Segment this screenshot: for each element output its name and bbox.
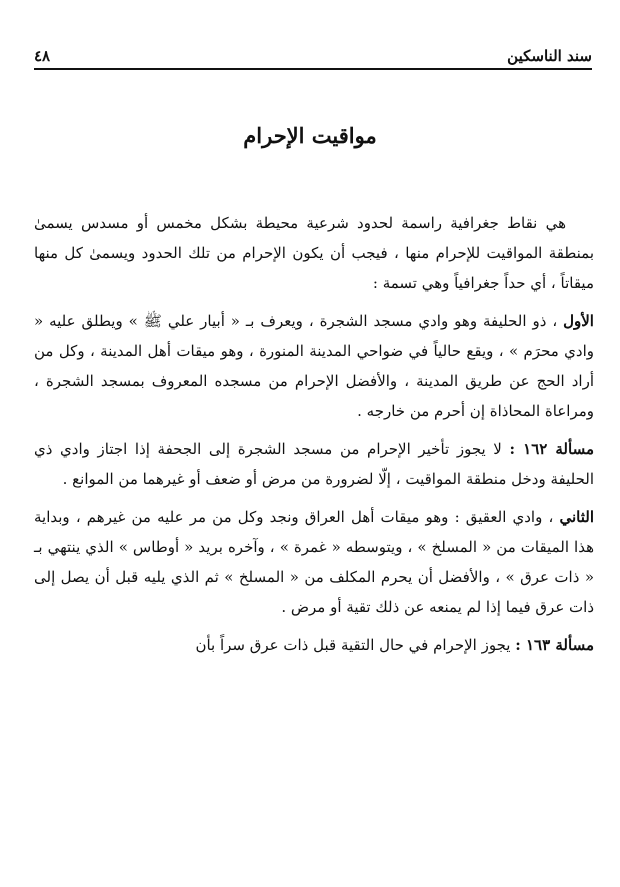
paragraph [34,306,594,426]
paragraph-lead: مسألة ١٦٣ : [515,636,594,654]
paragraph-text: ، وادي العقيق : وهو ميقات أهل العراق ونجد وكل من مر عليه من غيرهم ، وبداية هذا الميقات من « المسلخ » ، ويتوسطه « غمرة » ، وآخره بريد « أوطاس » الذي ينتهي بـ « ذات عرق » ، والأفضل أن يحرم المكلف من « المسلخ » ثم الذي يليه قبل أن يصل إلى ذات عرق فيما إذا لم يمنعه عن ذلك تقية أو مرض . [34,508,594,616]
running-header [34,42,592,70]
page-number: ٤٨ [34,47,51,65]
paragraph [34,630,594,660]
book-title: سند الناسكين [507,47,592,65]
paragraph-text: يجوز الإحرام في حال التقية قبل ذات عرق سراً بأن [195,636,511,654]
paragraph-text: لا يجوز تأخير الإحرام من مسجد الشجرة إلى الجحفة إذا اجتاز وادي ذي الحليفة ودخل منطقة المواقيت ، إلّا لضرورة من مرض أو ضعف أو غيرهما من الموانع . [34,440,594,488]
body-text [34,208,594,668]
paragraph-lead: الأول [563,312,594,330]
paragraph-text: ، ذو الحليفة وهو وادي مسجد الشجرة ، ويعرف بـ « أبيار علي ﷺ » ويطلق عليه « وادي محرَم » ، ويقع حالياً في ضواحي المدينة المنورة ، وهو ميقات أهل المدينة ، وكل من أراد الحج عن طريق المدينة ، والأفضل الإحرام من مسجده المعروف بمسجد الشجرة ، ومراعاة المحاذاة إن أحرم من خارجه . [34,312,594,420]
paragraph-lead: مسألة ١٦٢ : [509,440,594,458]
paragraph [34,434,594,494]
paragraph-text: هي نقاط جغرافية راسمة لحدود شرعية محيطة بشكل مخمس أو مسدس يسمىٰ بمنطقة المواقيت للإحرام منها ، فيجب أن يكون الإحرام من تلك الحدود ويسمىٰ كل منها ميقاتاً ، أي حداً جغرافياً وهي تسمة : [34,214,594,292]
section-title: مواقيت الإحرام [243,123,377,148]
paragraph [34,208,594,298]
paragraph [34,502,594,622]
paragraph-lead: الثاني [559,508,594,526]
